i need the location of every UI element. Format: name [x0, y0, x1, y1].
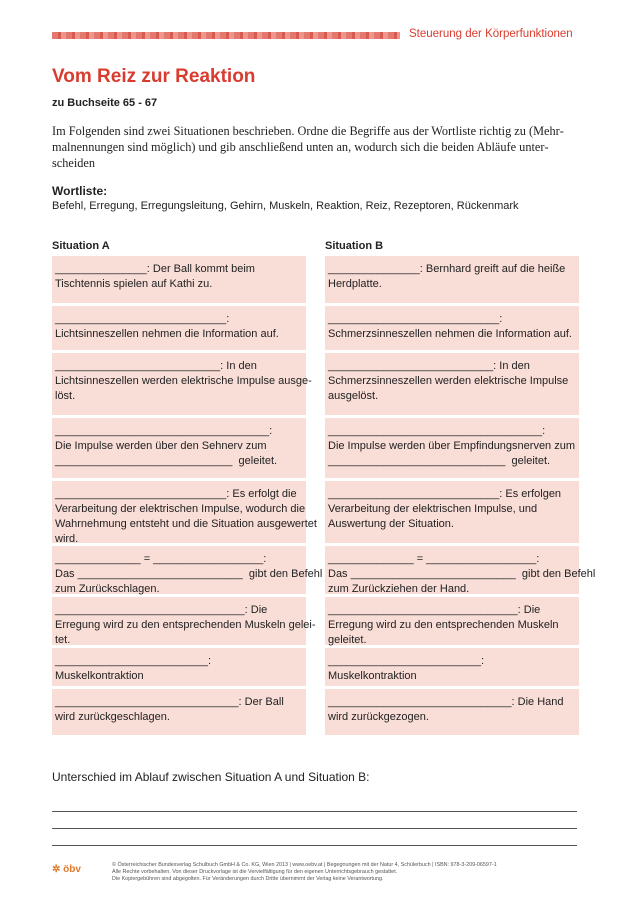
page-title: Vom Reiz zur Reaktion [52, 66, 256, 87]
intro-text: Im Folgenden sind zwei Situationen beschrieben. Ordne die Begriffe aus der Wortliste richtig zu (Mehrmalnennungen sind möglich) und gib anschließend unten an, wodurch sich die beiden Abläufe unterscheiden [52, 124, 564, 170]
cell-line: wird zurückgeschlagen. [55, 711, 170, 723]
cell-line: Lichtsinneszellen werden elektrische Impulse ausge- [55, 375, 312, 387]
cell-line: ____________________________: Es erfolgen [328, 488, 562, 500]
situation-b-cell [325, 689, 579, 735]
copyright-footer [112, 862, 532, 884]
cell-line: Erregung wird zu den entsprechenden Muskeln [328, 619, 559, 631]
situation-a-cell [52, 481, 317, 545]
situation-b-cell [325, 648, 579, 686]
situation-a-cell [52, 648, 306, 686]
cell-line: Auswertung der Situation. [328, 518, 454, 530]
cell-line: ___________________________________: [328, 425, 546, 437]
situation-b-column [325, 256, 596, 738]
situation-b-cell [325, 597, 579, 645]
cell-line: ______________________________: Die Hand [328, 696, 564, 708]
cell-line: Schmerzsinneszellen nehmen die Information auf. [328, 328, 572, 340]
situation-a-cell [52, 418, 306, 478]
cell-line: _______________________________: Die [328, 604, 541, 616]
cell-line: ______________________________: Der Ball [55, 696, 284, 708]
cell-line: Verarbeitung der elektrischen Impulse, wodurch die [55, 503, 306, 515]
cell-line: löst. [55, 390, 76, 402]
cell-line: Das ___________________________ gibt den Befehl [55, 568, 323, 580]
cell-line: _______________________________: Die [55, 604, 268, 616]
wordlist-heading: Wortliste: [52, 184, 108, 198]
cell-line: ___________________________________: [55, 425, 273, 437]
cell-line: tet. [55, 634, 71, 646]
answer-line[interactable] [52, 811, 577, 812]
footer-line: Alle Rechte vorbehalten. Von dieser Druckvorlage ist die Vervielfältigung für den eigenen Unterrichtsgebrauch gestattet. [112, 869, 398, 876]
page-subtitle: zu Buchseite 65 - 67 [52, 97, 158, 109]
cell-line: ____________________________: [55, 313, 230, 325]
situation-b-cell [325, 418, 579, 478]
situation-a-cell [52, 353, 312, 415]
situation-b-cell [325, 546, 596, 595]
cell-line: ____________________________: Es erfolgt die [55, 488, 297, 500]
answer-line[interactable] [52, 845, 577, 846]
cell-line: ______________ = __________________: [55, 553, 267, 565]
header-decoration-bar [52, 32, 400, 39]
chapter-title: Steuerung der Körperfunktionen [409, 28, 573, 40]
cell-line: _____________________________ geleitet. [328, 455, 551, 467]
situation-b-cell [325, 306, 579, 350]
situation-b-heading: Situation B [325, 240, 384, 252]
logo-text: öbv [63, 864, 81, 875]
situation-a-cell [52, 689, 306, 735]
logo-mark-icon: ✲ [52, 864, 61, 875]
difference-prompt: Unterschied im Ablauf zwischen Situation A und Situation B: [52, 770, 370, 784]
cell-line: geleitet. [328, 634, 367, 646]
cell-line: Schmerzsinneszellen werden elektrische Impulse [328, 375, 569, 387]
cell-line: ausgelöst. [328, 390, 379, 402]
situation-a-cell [52, 546, 323, 595]
cell-line: Muskelkontraktion [328, 670, 417, 682]
cell-line: wird zurückgezogen. [328, 711, 429, 723]
situation-a-cell [52, 306, 306, 350]
situation-a-column [52, 256, 323, 738]
cell-line: Lichtsinneszellen nehmen die Information auf. [55, 328, 279, 340]
cell-line: Erregung wird zu den entsprechenden Muskeln gelei- [55, 619, 316, 631]
cell-line: Muskelkontraktion [55, 670, 144, 682]
cell-line: zum Zurückschlagen. [55, 583, 160, 595]
cell-line: _______________: Der Ball kommt beim [55, 263, 255, 275]
cell-line: _______________: Bernhard greift auf die heiße [328, 263, 566, 275]
cell-line: ___________________________: In den [328, 360, 530, 372]
cell-line: _________________________: [328, 655, 484, 667]
situation-a-heading: Situation A [52, 240, 110, 252]
cell-line: _____________________________ geleitet. [55, 455, 278, 467]
cell-line: ______________ = __________________: [328, 553, 540, 565]
answer-line[interactable] [52, 828, 577, 829]
cell-line: wird. [55, 533, 79, 545]
footer-line: Die Kopiergebühren sind abgegolten. Für Veränderungen durch Dritte übernimmt der Verlag keine Verantwortung. [112, 876, 384, 883]
wordlist-text: Befehl, Erregung, Erregungsleitung, Gehirn, Muskeln, Reaktion, Reiz, Rezeptoren, Rückenmark [52, 200, 519, 212]
cell-line: Das ___________________________ gibt den Befehl [328, 568, 596, 580]
situation-a-cell [52, 256, 306, 303]
cell-line: Verarbeitung der elektrischen Impulse, und [328, 503, 538, 515]
cell-line: Herdplatte. [328, 278, 382, 290]
cell-line: zum Zurückziehen der Hand. [328, 583, 470, 595]
cell-line: Wahrnehmung entsteht und die Situation ausgewertet [55, 518, 317, 530]
publisher-logo [52, 864, 81, 875]
cell-line: ___________________________: In den [55, 360, 257, 372]
cell-line: _________________________: [55, 655, 211, 667]
cell-line: ____________________________: [328, 313, 503, 325]
footer-line: © Österreichischer Bundesverlag Schulbuch GmbH & Co. KG, Wien 2013 | www.oebv.at | Begegnungen mit der Natur 4, Schülerbuch | ISBN: 978-3-209-06597-1 [112, 862, 497, 868]
situation-b-cell [325, 256, 579, 303]
situation-a-cell [52, 597, 316, 646]
cell-line: Die Impulse werden über den Sehnerv zum [55, 440, 267, 452]
cell-line: Die Impulse werden über Empfindungsnerven zum [328, 440, 576, 452]
situation-b-cell [325, 481, 579, 543]
situation-b-cell [325, 353, 579, 415]
cell-line: Tischtennis spielen auf Kathi zu. [55, 278, 213, 290]
